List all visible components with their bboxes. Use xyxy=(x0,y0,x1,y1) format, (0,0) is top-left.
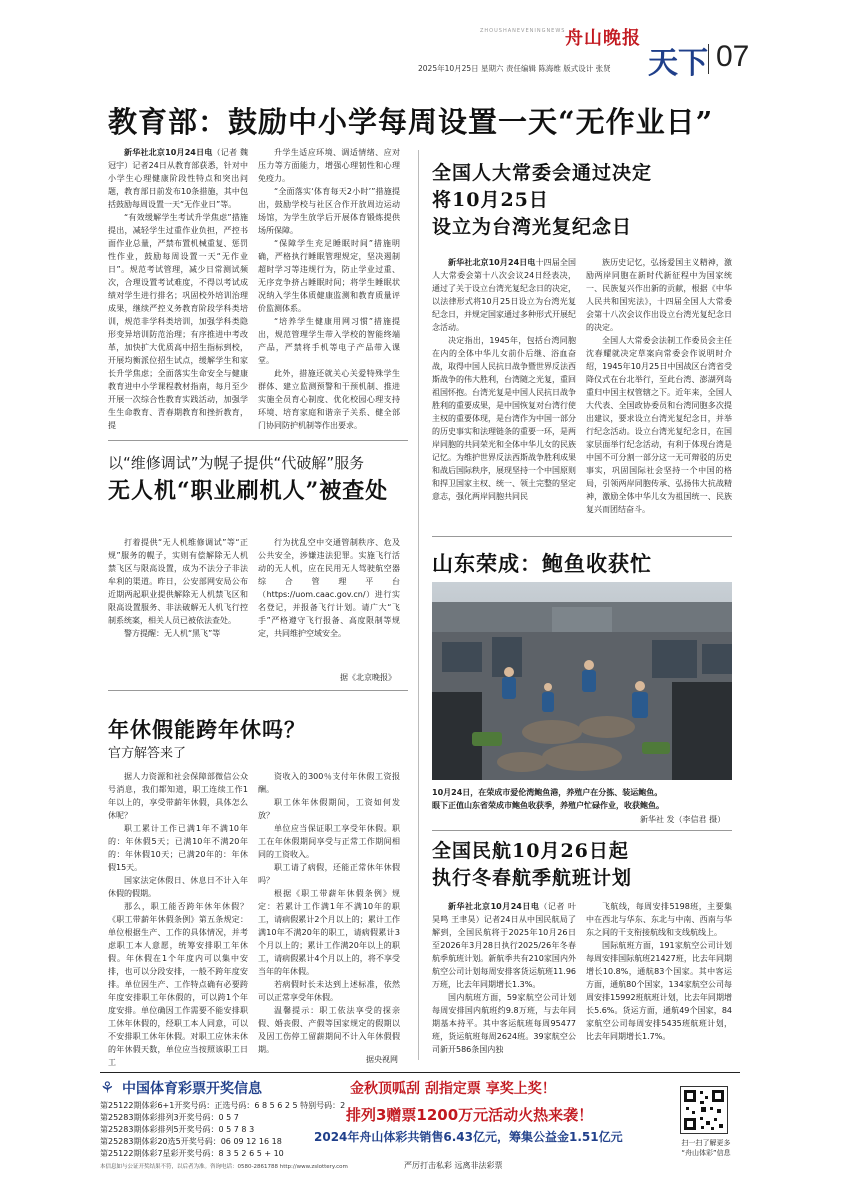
drone-title: 无人机“职业刷机人”被查处 xyxy=(108,478,389,504)
abalone-photo xyxy=(432,582,732,780)
drone-col1: 打着提供“无人机维修调试”等“正规”服务的幌子，实则有偿解除无人机禁飞区与限高设置，成为不法分子非法牟利的渠道。昨日，公安部网安局公布近期两起职业提供解除无人机禁飞区和限高设置服务、非法破解无人机飞行控制系统案，相关人员已被依法查处。 警方提醒：无人机“黑飞”等 xyxy=(108,538,248,638)
column-divider xyxy=(418,150,419,1060)
lottery-results: 第25122期体彩6+1开奖号码：正选号码：6 8 5 6 2 5 特别号码：2 第25283期体彩排列3开奖号码：0 5 7 第25283期体彩排列5开奖号码：0 5 7 8 3 第25283期体彩20选5开奖号码：06 09 12 16 18 第25122期体彩7星彩开奖号码：8 3 5 2 6 5 + 10 xyxy=(100,1101,346,1158)
abalone-title: 山东荣成：鲍鱼收获忙 xyxy=(432,551,652,576)
divider xyxy=(432,536,732,537)
drone-source: 据《北京晚报》 xyxy=(340,673,396,682)
lottery-sales: 2024年舟山体彩共销售6.43亿元，筹集公益金1.51亿元 xyxy=(314,1130,623,1144)
lottery-slogan: 金秋顶呱刮 刮指定票 享奖上奖！ xyxy=(350,1081,556,1097)
lottery-footer-note: 本信息如与公证开奖结果不符，以后者为准。咨询电话：0580-2861788 http://www.zslottery.com xyxy=(100,1164,348,1170)
harbor-photo-illustration xyxy=(432,582,732,780)
leave-col2: 资收入的300％支付年休假工资报酬。 职工休年休假期间，工资如何发放？ 单位应当保证职工享受年休假。职工在年休假期间享受与正常工作期间相同的工资收入。 职工请了病假，还能正常休年休假吗？ 根据《职工带薪年休假条例》规定：若累计工作满1年不满10年的职工，请病假累计2个月以上的；累计工作满10年不满20年的职工，请病假累计3个月以上的；累计工作满20年以上的职工，请病假累计4个月以上的，将不享受当年的年休假。 若病假时长未达到上述标准，依然可以正常享受年休假。 温馨提示：职工依法享受的探亲假、婚丧假、产假等国家规定的假期以及因工伤停工留薪期间不计入年休假假期。 xyxy=(258,772,400,1054)
leave-title: 年休假能跨年休吗？ xyxy=(108,717,306,742)
leave-subtitle: 官方解答来了 xyxy=(108,746,187,761)
byline-lead: 新华社北京10月24日电 xyxy=(124,148,213,157)
divider xyxy=(108,440,408,441)
abalone-caption: 10月24日，在荣成市爱伦湾鲍鱼港，养殖户在分拣、装运鲍鱼。 眼下正值山东省荣成市鲍鱼收获季，养殖户忙碌作业，收获鲍鱼。 xyxy=(432,788,664,810)
lottery-footer-warn: 严厉打击私彩 远离非法彩票 xyxy=(404,1161,503,1170)
aviation-title: 全国民航10月26日起 执行冬春航季航班计划 xyxy=(432,840,633,889)
section-title: 天下 xyxy=(648,46,708,81)
taiwan-title: 全国人大常委会通过决定 将10月25日 设立为台湾光复纪念日 xyxy=(432,162,653,238)
drone-col2: 行为扰乱空中交通管制秩序、危及公共安全，涉嫌违法犯罪。实施飞行活动的无人机，应在民用无人驾驶航空器综合管理平台（https://uom.caac.gov.cn/）进行实名登记，并报备飞行计划。请广大“飞手”严格遵守飞行报备、高度限制等规定，共同维护空域安全。 xyxy=(258,538,400,638)
leave-col1: 据人力资源和社会保障部微信公众号消息，我们都知道，职工连续工作1年以上的，享受带薪年休假，具体怎么休呢？ 职工累计工作已满1年不满10年的：年休假5天；已满10年不满20年的：年休假10天；已满20年的：年休假15天。 国家法定休假日、休息日不计入年休假的假期。 那么，职工能否跨年休年休假？《职工带薪年休假条例》第五条规定：单位根据生产、工作的具体情况，并考虑职工本人意愿，统筹安排职工年休假。年休假在1个年度内可以集中安排，也可以分段安排，一般不跨年度安排。单位因生产、工作特点确有必要跨年度安排职工年休假的，可以跨1个年度安排。单位确因工作需要不能安排职工休年休假的，经职工本人同意，可以不安排职工休年休假。对职工应休未休的年休假天数，单位应当按照该职工日工 xyxy=(108,772,248,1067)
lottery-promo: 排列3赠票1200万元活动火热来袭！ xyxy=(346,1106,594,1124)
divider xyxy=(108,690,408,691)
date-line: 2025年10月25日 星期六 责任编辑 陈海维 版式设计 张贤 xyxy=(418,64,611,73)
divider xyxy=(432,830,732,831)
qr-code-icon xyxy=(681,1087,727,1133)
page-number: 07 xyxy=(716,40,750,73)
masthead xyxy=(0,0,842,90)
taiwan-col1: 新华社北京10月24日电十四届全国人大常委会第十八次会议24日经表决，通过了关于设立台湾光复纪念日的决定，以法律形式将10月25日设立为台湾光复纪念日，并规定国家通过多种形式开展纪念活动。 决定指出，1945年，包括台湾同胞在内的全体中华儿女前仆后继、浴血奋战，取得中国人民抗日战争暨世界反法西斯战争的伟大胜利，台湾随之光复，重回祖国怀抱。台湾光复是中国人民抗日战争胜利的重要成果，是中国恢复对台湾行使主权的重要体现，是台湾作为中国一部分的历史事实和法理链条的重要一环，是两岸同胞的共同荣光和全体中华儿女的民族记忆。为维护世界反法西斯战争胜利成果和战后国际秩序，展现坚持一个中国原则和捍卫国家主权、统一、领土完整的坚定意志，强化两岸同胞共同民 xyxy=(432,258,577,501)
leave-source: 据央视网 xyxy=(366,1055,398,1064)
aviation-col2: 飞航线，每周安排5198班，主要集中在西北与华东、东北与中南、西南与华东之间的干支衔接航线和支线航线上。 国际航班方面，191家航空公司计划每周安排国际航班21427班，比去年同期增长10.8%，通航83个国家。其中客运方面，通航80个国家，134家航空公司每周安排15992班航班计划，比去年同期增长5.6%。货运方面，通航49个国家，84家航空公司每周安排5435班航班计划，比去年同期增长1.7%。 xyxy=(586,902,732,1041)
abalone-credit: 新华社 发（李信君 摄） xyxy=(640,815,726,824)
article-homework-col1: 新华社北京10月24日电（记者 魏冠宇）记者24日从教育部获悉，针对中小学生心理健康阶段性特点和突出问题，教育部日前发布10条措施，其中包括鼓励每周设置一天“无作业日”等。 “有效缓解学生考试升学焦虑”措施提出，减轻学生过重作业负担，严控书面作业总量，严禁布置机械重复、惩罚性作业，鼓励每周设置一天“无作业日”。规范考试管理，减少日常测试频次，合理设置考试难度，不得以考试成绩对学生进行排名；巩固校外培训治理成果，继续严控义务教育阶段学科类培训，规范非学科类培训，加强学科类隐形变异培训防范治理；有序推进中考改革，加快扩大优质高中招生指标到校，开展均衡派位招生试点，缓解学生和家长升学焦虑；全面落实生命安全与健康教育进中小学课程教材指南，每月至少开展一次综合性教育实践活动，加强学生生命教育、青春期教育和挫折教育，提 xyxy=(108,148,249,430)
ad-top-rule xyxy=(100,1072,740,1073)
masthead-domain: ZHOUSHANEVENINGNEWS xyxy=(480,28,566,34)
masthead-divider xyxy=(708,44,709,74)
lottery-ad xyxy=(100,1074,740,1180)
drone-kicker: 以“维修调试”为幌子提供“代破解”服务 xyxy=(108,454,365,472)
article-homework-col2: 升学生适应环境、调适情绪、应对压力等方面能力，增强心理韧性和心理免疫力。 “全面落实‘体育每天2小时’”措施提出，鼓励学校与社区合作开放周边运动场馆，为学生放学后开展体育锻炼提供场所保障。 “保障学生充足睡眠时间”措施明确，严格执行睡眠管理规定，坚决遏制超时学习等违规行为，防止学业过重、无序竞争挤占睡眠时间；将学生睡眠状况纳入学生体质健康监测和教育质量评价监测体系。 “培养学生健康用网习惯”措施提出，规范管理学生带入学校的智能终端产品，严禁将手机等电子产品带入课堂。 此外，措施还就关心关爱特殊学生群体、建立监测预警和干预机制、推进实施全员育心制度、优化校园心理支持环境、培育家庭和谐亲子关系、健全部门协同防护机制等作出要求。 xyxy=(258,148,400,430)
paper-logo: 舟山晚报 xyxy=(565,28,641,49)
taiwan-col2: 族历史记忆，弘扬爱国主义精神，激励两岸同胞在新时代新征程中为国家统一、民族复兴作出新的贡献，根据《中华人民共和国宪法》，十四届全国人大常委会第十八次会议作出设立台湾光复纪念日的决定。 全国人大常委会法制工作委员会主任沈春耀就决定草案向常委会作说明时介绍，1945年10月25日中国战区台湾省受降仪式在台北举行，至此台湾、澎湖列岛重归中国主权管辖之下。近年来，全国人大代表、全国政协委员和台湾同胞多次提出建议，要求设立台湾光复纪念日，并举行纪念活动。设立台湾光复纪念日，在国家层面举行纪念活动，有利于体现台湾是中国不可分割一部分这一无可辩驳的历史事实，巩固国际社会坚持一个中国的格局，引领两岸同胞传承、弘扬伟大抗战精神，激励全体中华儿女为祖国统一、民族复兴而团结奋斗。 xyxy=(586,258,732,514)
article-title-homework: 教育部：鼓励中小学每周设置一天“无作业日” xyxy=(108,105,714,139)
lottery-logo-icon: ⚘ xyxy=(100,1078,115,1097)
qr-caption: 扫一扫了解更多 “舟山体彩”信息 xyxy=(681,1139,731,1157)
lottery-brand: 中国体育彩票开奖信息 xyxy=(122,1081,262,1097)
aviation-col1: 新华社北京10月24日电（记者 叶昊鸣 王聿昊）记者24日从中国民航局了解到，全国民航将于2025年10月26日至2026年3月28日执行2025/26年冬春航季航班计划。新航季共有210家国内外航空公司计划每周安排客货运航班11.96万班，比去年同期增长1.3%。 国内航班方面，59家航空公司计划每周安排国内航班约9.8万班，与去年同期基本持平。其中客运航班每周95477班，货运航班每周2624班。39家航空公司新开586条国内独 xyxy=(432,902,577,1054)
qr-code xyxy=(680,1086,728,1134)
